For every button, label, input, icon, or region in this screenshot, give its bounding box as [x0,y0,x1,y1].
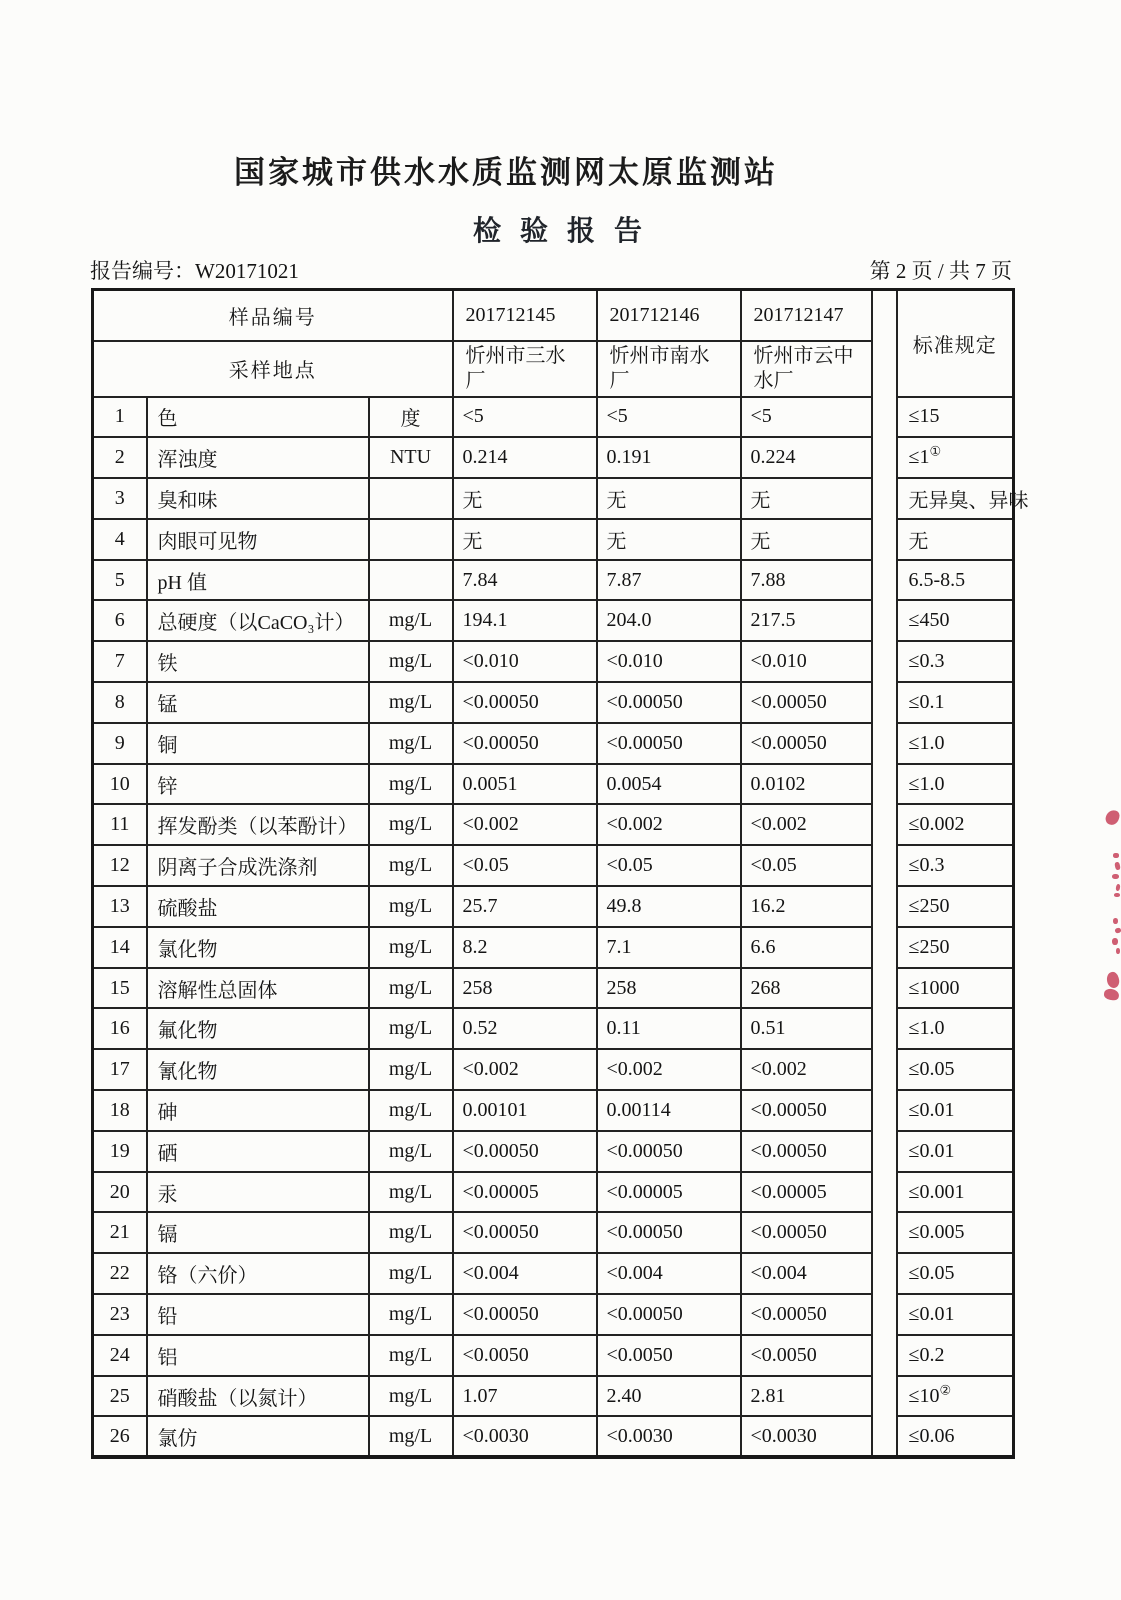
row-number: 6 [93,600,147,641]
table-row [93,1253,1014,1294]
value-sample-3: 0.51 [741,1008,872,1049]
row-number: 12 [93,845,147,886]
value-sample-1: <0.00050 [453,682,597,723]
row-number: 23 [93,1294,147,1335]
standard-value: ≤0.002 [897,804,1014,845]
value-sample-3: 0.224 [741,437,872,478]
separator-cell [872,682,897,723]
table-row [93,1172,1014,1213]
param-name: 溶解性总固体 [147,968,369,1009]
param-name: 铬（六价） [147,1253,369,1294]
param-unit: mg/L [369,641,453,682]
report-number [90,255,299,285]
standard-value: ≤0.005 [897,1212,1014,1253]
value-sample-2: <0.00050 [597,723,741,764]
table-row [93,845,1014,886]
param-unit: mg/L [369,1376,453,1417]
param-name: 硝酸盐（以氮计） [147,1376,369,1417]
standard-value: 无 [897,519,1014,560]
table-row [93,560,1014,601]
value-sample-2: 0.11 [597,1008,741,1049]
value-sample-2: <0.05 [597,845,741,886]
param-name: 锰 [147,682,369,723]
doc-title: 国家城市供水水质监测网太原监测站 [234,155,778,190]
standard-value: ≤0.05 [897,1253,1014,1294]
param-name: 铅 [147,1294,369,1335]
value-sample-3: 无 [741,519,872,560]
param-unit: mg/L [369,886,453,927]
param-unit: mg/L [369,764,453,805]
table-row [93,437,1014,478]
value-sample-1: 0.00101 [453,1090,597,1131]
table-row [93,886,1014,927]
standard-value: ≤0.01 [897,1090,1014,1131]
value-sample-3: 217.5 [741,600,872,641]
separator-cell [872,1131,897,1172]
value-sample-2: 0.00114 [597,1090,741,1131]
separator-cell [872,845,897,886]
param-unit [369,560,453,601]
standard-value: ≤250 [897,927,1014,968]
value-sample-2: 7.87 [597,560,741,601]
value-sample-3: <0.00050 [741,1212,872,1253]
param-unit: mg/L [369,845,453,886]
table-row [93,1294,1014,1335]
param-unit: mg/L [369,1049,453,1090]
value-sample-3: <0.002 [741,1049,872,1090]
value-sample-2: <0.002 [597,1049,741,1090]
param-name: 氟化物 [147,1008,369,1049]
param-name: 汞 [147,1172,369,1213]
standard-value: ≤0.1 [897,682,1014,723]
separator-column [872,290,897,397]
standard-value: ≤0.3 [897,641,1014,682]
results-table [91,288,1029,1459]
row-number: 15 [93,968,147,1009]
table-row [93,397,1014,438]
value-sample-1: <0.0050 [453,1335,597,1376]
row-number: 3 [93,478,147,519]
standard-value: 6.5-8.5 [897,560,1014,601]
value-sample-2: 2.40 [597,1376,741,1417]
standard-value: ≤0.05 [897,1049,1014,1090]
sample-location-1: 忻州市三水厂 [453,341,597,397]
param-unit: mg/L [369,927,453,968]
standard-value: ≤10② [897,1376,1014,1417]
separator-cell [872,478,897,519]
value-sample-2: 0.0054 [597,764,741,805]
value-sample-1: 194.1 [453,600,597,641]
value-sample-1: <0.00005 [453,1172,597,1213]
value-sample-1: 0.214 [453,437,597,478]
standard-value: ≤15 [897,397,1014,438]
value-sample-3: <0.002 [741,804,872,845]
footnote-marker: ② [939,1381,952,1397]
param-name: 氯化物 [147,927,369,968]
sample-location-2: 忻州市南水厂 [597,341,741,397]
param-unit: mg/L [369,1416,453,1457]
header-row-sample-id [93,290,1014,341]
footnote-marker: ① [929,443,942,459]
separator-cell [872,1376,897,1417]
table-row [93,968,1014,1009]
value-sample-1: 0.0051 [453,764,597,805]
param-unit: mg/L [369,1212,453,1253]
value-sample-3: <0.0030 [741,1416,872,1457]
value-sample-2: 7.1 [597,927,741,968]
param-name: 氰化物 [147,1049,369,1090]
value-sample-3: 0.0102 [741,764,872,805]
standard-value: ≤1.0 [897,764,1014,805]
table-row [93,1212,1014,1253]
value-sample-1: <0.0030 [453,1416,597,1457]
value-sample-1: <0.002 [453,804,597,845]
separator-cell [872,1008,897,1049]
standard-value: ≤1① [897,437,1014,478]
row-number: 5 [93,560,147,601]
param-name: pH 值 [147,560,369,601]
row-number: 4 [93,519,147,560]
param-unit: mg/L [369,1253,453,1294]
row-number: 24 [93,1335,147,1376]
table-row [93,1090,1014,1131]
separator-cell [872,519,897,560]
value-sample-3: <0.00050 [741,1131,872,1172]
row-number: 10 [93,764,147,805]
param-name: 硫酸盐 [147,886,369,927]
separator-cell [872,886,897,927]
value-sample-1: <0.002 [453,1049,597,1090]
value-sample-3: <0.00050 [741,1090,872,1131]
param-unit: mg/L [369,723,453,764]
standard-value: ≤450 [897,600,1014,641]
param-name: 色 [147,397,369,438]
table-row [93,804,1014,845]
row-number: 17 [93,1049,147,1090]
row-number: 13 [93,886,147,927]
value-sample-3: 268 [741,968,872,1009]
value-sample-2: 258 [597,968,741,1009]
value-sample-3: 无 [741,478,872,519]
value-sample-1: <0.00050 [453,1294,597,1335]
row-number: 18 [93,1090,147,1131]
value-sample-3: <0.00050 [741,682,872,723]
value-sample-2: <0.00005 [597,1172,741,1213]
separator-cell [872,1416,897,1457]
param-name: 硒 [147,1131,369,1172]
standard-value: 无异臭、异味 [897,478,1014,519]
sample-id-2: 201712146 [597,290,741,341]
value-sample-2: <0.00050 [597,1212,741,1253]
param-name: 浑浊度 [147,437,369,478]
param-unit: mg/L [369,1294,453,1335]
table-row [93,927,1014,968]
value-sample-2: <5 [597,397,741,438]
param-name: 阴离子合成洗涤剂 [147,845,369,886]
row-number: 25 [93,1376,147,1417]
param-name: 总硬度（以CaCO₃计） [147,600,369,641]
value-sample-1: 25.7 [453,886,597,927]
value-sample-2: 0.191 [597,437,741,478]
separator-cell [872,1294,897,1335]
separator-cell [872,764,897,805]
value-sample-1: 1.07 [453,1376,597,1417]
value-sample-3: <0.004 [741,1253,872,1294]
row-number: 22 [93,1253,147,1294]
standard-value: ≤0.001 [897,1172,1014,1213]
separator-cell [872,804,897,845]
value-sample-2: <0.0050 [597,1335,741,1376]
standard-value: ≤1.0 [897,723,1014,764]
value-sample-1: 7.84 [453,560,597,601]
standard-value: ≤0.3 [897,845,1014,886]
standard-value: ≤250 [897,886,1014,927]
separator-cell [872,1090,897,1131]
meta-row [90,255,1012,285]
value-sample-3: <0.010 [741,641,872,682]
separator-cell [872,723,897,764]
value-sample-2: 49.8 [597,886,741,927]
value-sample-3: 2.81 [741,1376,872,1417]
value-sample-1: <0.00050 [453,723,597,764]
value-sample-1: <0.00050 [453,1131,597,1172]
table-row [93,478,1014,519]
param-name: 肉眼可见物 [147,519,369,560]
param-unit: 度 [369,397,453,438]
param-unit: mg/L [369,682,453,723]
separator-cell [872,437,897,478]
value-sample-1: <0.00050 [453,1212,597,1253]
value-sample-3: 16.2 [741,886,872,927]
value-sample-1: <0.004 [453,1253,597,1294]
row-number: 20 [93,1172,147,1213]
param-name: 锌 [147,764,369,805]
value-sample-2: <0.002 [597,804,741,845]
value-sample-3: <0.00050 [741,723,872,764]
standard-column-label: 标准规定 [897,290,1014,397]
param-unit: mg/L [369,600,453,641]
value-sample-3: <0.00005 [741,1172,872,1213]
table-row [93,600,1014,641]
value-sample-3: <0.00050 [741,1294,872,1335]
row-number: 19 [93,1131,147,1172]
row-number: 11 [93,804,147,845]
row-number: 21 [93,1212,147,1253]
param-unit: mg/L [369,968,453,1009]
value-sample-2: <0.00050 [597,682,741,723]
param-unit: NTU [369,437,453,478]
value-sample-2: 无 [597,519,741,560]
value-sample-3: <5 [741,397,872,438]
value-sample-2: <0.004 [597,1253,741,1294]
param-unit: mg/L [369,804,453,845]
table-row [93,1416,1014,1457]
value-sample-3: <0.05 [741,845,872,886]
table-row [93,682,1014,723]
separator-cell [872,397,897,438]
row-number: 1 [93,397,147,438]
separator-cell [872,641,897,682]
standard-value: ≤1.0 [897,1008,1014,1049]
report-number-label: 报告编号： [90,259,195,283]
param-name: 臭和味 [147,478,369,519]
param-unit: mg/L [369,1008,453,1049]
value-sample-1: 258 [453,968,597,1009]
separator-cell [872,1253,897,1294]
table-row [93,519,1014,560]
value-sample-1: 无 [453,519,597,560]
param-unit: mg/L [369,1090,453,1131]
table-row [93,1131,1014,1172]
table-row [93,1335,1014,1376]
value-sample-1: <0.05 [453,845,597,886]
value-sample-2: <0.0030 [597,1416,741,1457]
value-sample-1: 8.2 [453,927,597,968]
standard-value: ≤0.01 [897,1294,1014,1335]
separator-cell [872,968,897,1009]
table-row [93,1008,1014,1049]
report-number-value: W20171021 [195,259,299,283]
param-unit: mg/L [369,1131,453,1172]
value-sample-2: <0.00050 [597,1131,741,1172]
separator-cell [872,1212,897,1253]
value-sample-3: <0.0050 [741,1335,872,1376]
value-sample-3: 6.6 [741,927,872,968]
separator-cell [872,560,897,601]
value-sample-1: <5 [453,397,597,438]
sample-id-label: 样品编号 [93,290,453,341]
row-number: 9 [93,723,147,764]
row-number: 26 [93,1416,147,1457]
param-name: 砷 [147,1090,369,1131]
sample-location-3: 忻州市云中水厂 [741,341,872,397]
row-number: 7 [93,641,147,682]
row-number: 16 [93,1008,147,1049]
value-sample-3: 7.88 [741,560,872,601]
value-sample-2: <0.00050 [597,1294,741,1335]
value-sample-2: 无 [597,478,741,519]
standard-value: ≤0.06 [897,1416,1014,1457]
value-sample-1: 无 [453,478,597,519]
param-name: 镉 [147,1212,369,1253]
table-row [93,1376,1014,1417]
standard-value: ≤0.2 [897,1335,1014,1376]
separator-cell [872,927,897,968]
param-unit: mg/L [369,1335,453,1376]
param-name: 挥发酚类（以苯酚计） [147,804,369,845]
row-number: 2 [93,437,147,478]
param-name: 铜 [147,723,369,764]
separator-cell [872,1172,897,1213]
table-row [93,723,1014,764]
value-sample-2: 204.0 [597,600,741,641]
table-row [93,641,1014,682]
param-unit [369,478,453,519]
param-name: 铁 [147,641,369,682]
row-number: 8 [93,682,147,723]
param-name: 铝 [147,1335,369,1376]
separator-cell [872,600,897,641]
standard-value: ≤0.01 [897,1131,1014,1172]
value-sample-1: 0.52 [453,1008,597,1049]
table-row [93,764,1014,805]
separator-cell [872,1049,897,1090]
sample-location-label: 采样地点 [93,341,453,397]
param-unit: mg/L [369,1172,453,1213]
standard-value: ≤1000 [897,968,1014,1009]
page-indicator: 第 2 页 / 共 7 页 [869,259,1012,283]
sample-id-1: 201712145 [453,290,597,341]
table-row [93,1049,1014,1090]
row-number: 14 [93,927,147,968]
doc-subtitle: 检 验 报 告 [472,216,648,247]
value-sample-1: <0.010 [453,641,597,682]
sample-id-3: 201712147 [741,290,872,341]
separator-cell [872,1335,897,1376]
value-sample-2: <0.010 [597,641,741,682]
param-name: 氯仿 [147,1416,369,1457]
param-unit [369,519,453,560]
